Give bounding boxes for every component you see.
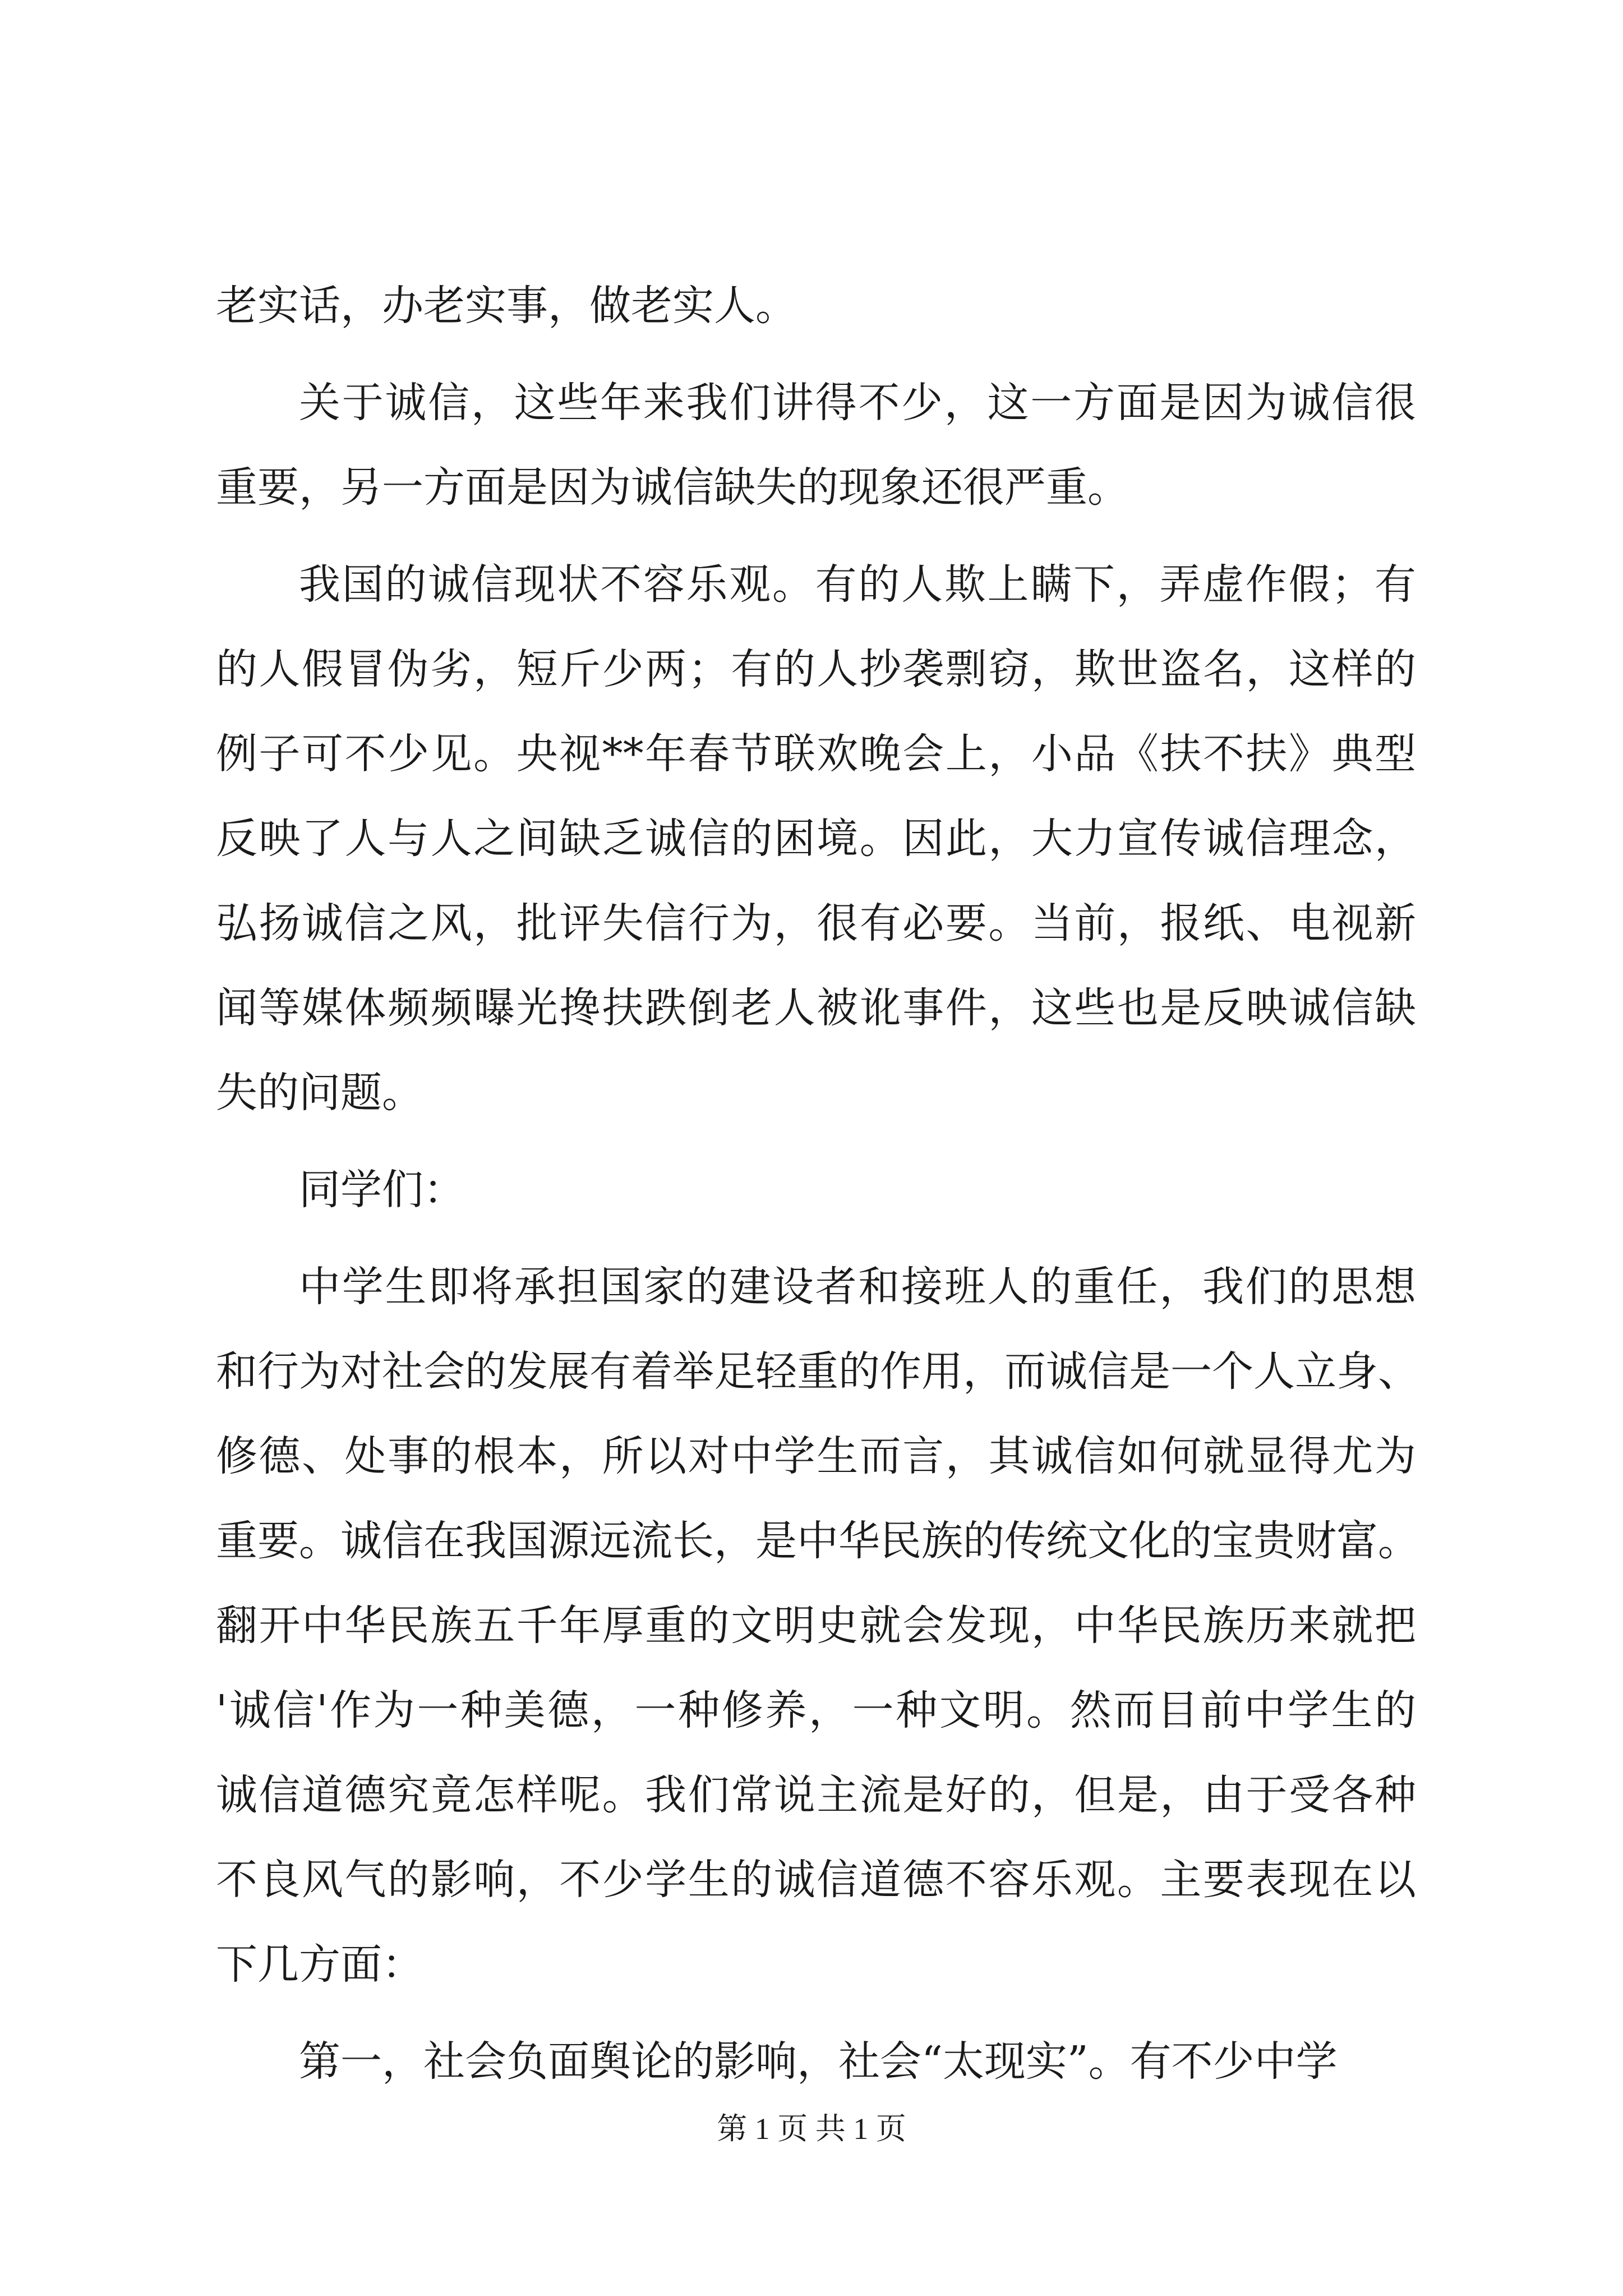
text-line: 下几方面：	[216, 1940, 423, 1989]
text-line: 重要。诚信在我国源远流长，是中华民族的传统文化的宝贵财富。	[216, 1517, 1419, 1565]
text-line: '诚信'作为一种美德，一种修养，一种文明。然而目前中学生的	[216, 1686, 1416, 1734]
text-line: 例子可不少见。央视**年春节联欢晚会上，小品《扶不扶》典型	[216, 730, 1416, 778]
text-line: 第一，社会负面舆论的影响，社会“太现实”。有不少中学	[299, 2037, 1338, 2086]
text-line: 和行为对社会的发展有着举足轻重的作用，而诚信是一个人立身、	[216, 1347, 1419, 1396]
text-line: 重要，另一方面是因为诚信缺失的现象还很严重。	[216, 463, 1129, 512]
text-line: 闻等媒体频频曝光搀扶跌倒老人被讹事件，这些也是反映诚信缺	[216, 984, 1416, 1032]
page-footer	[0, 2109, 1623, 2148]
text-line: 老实话，办老实事，做老实人。	[216, 282, 797, 330]
text-line: 翻开中华民族五千年厚重的文明史就会发现，中华民族历来就把	[216, 1602, 1416, 1650]
text-line: 同学们：	[299, 1166, 465, 1214]
document-body	[216, 264, 1419, 2104]
text-line: 我国的诚信现状不容乐观。有的人欺上瞒下，弄虚作假；有	[299, 560, 1416, 609]
text-line: 弘扬诚信之风，批评失信行为，很有必要。当前，报纸、电视新	[216, 899, 1416, 947]
text-line: 中学生即将承担国家的建设者和接班人的重任，我们的思想	[299, 1263, 1416, 1311]
text-line: 反映了人与人之间缺乏诚信的困境。因此，大力宣传诚信理念，	[216, 815, 1416, 863]
text-line: 不良风气的影响，不少学生的诚信道德不容乐观。主要表现在以	[216, 1856, 1416, 1904]
page-number-label: 第 1 页 共 1 页	[717, 2112, 906, 2146]
text-line: 失的问题。	[216, 1069, 423, 1117]
text-line: 修德、处事的根本，所以对中学生而言，其诚信如何就显得尤为	[216, 1432, 1416, 1480]
text-line: 诚信道德究竟怎样呢。我们常说主流是好的，但是，由于受各种	[216, 1771, 1416, 1819]
text-line: 关于诚信，这些年来我们讲得不少，这一方面是因为诚信很	[299, 379, 1416, 427]
text-line: 的人假冒伪劣，短斤少两；有的人抄袭剽窃，欺世盗名，这样的	[216, 645, 1416, 693]
